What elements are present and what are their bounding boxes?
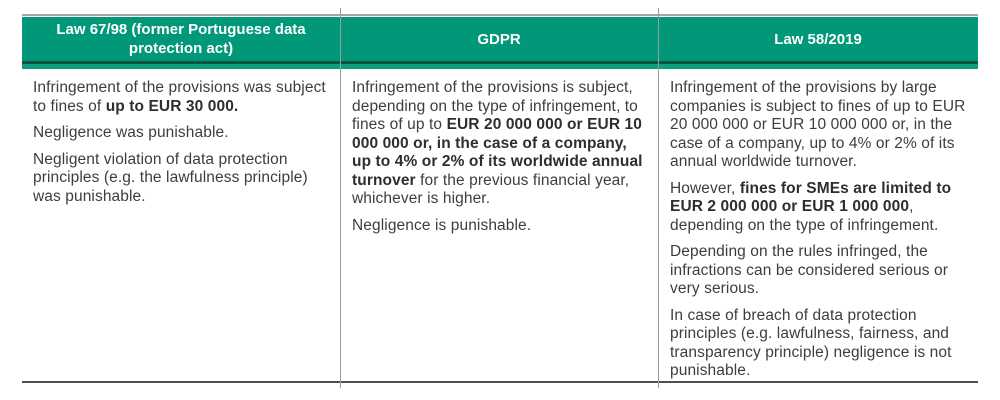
- column-header-law-58-2019: [658, 17, 978, 61]
- text-run: , depending on the type of infringement.: [670, 198, 939, 234]
- paragraph: [352, 217, 645, 236]
- column-header-label: Law 67/98 (former Portuguese data protection act): [56, 21, 306, 57]
- column-body-law-67-98: [33, 79, 329, 214]
- column-header-label: GDPR: [477, 30, 521, 48]
- column-header-law-67-98: [22, 17, 340, 61]
- column-header-gdpr: [340, 17, 658, 61]
- text-run: for the previous financial year, whichever is higher.: [352, 171, 630, 207]
- paragraph: [352, 79, 645, 209]
- paragraph: [670, 79, 969, 172]
- paragraph: [670, 180, 969, 236]
- text-run: Infringement of the provisions was subject to fines of: [33, 79, 326, 115]
- paragraph: [33, 151, 329, 207]
- column-header-label: Law 58/2019: [774, 30, 862, 48]
- paragraph: [33, 79, 329, 116]
- column-body-law-58-2019: [670, 79, 969, 389]
- bold-text-run: up to EUR 30 000.: [105, 97, 239, 115]
- table-top-border: [22, 14, 978, 16]
- paragraph: [670, 243, 969, 299]
- bold-text-run: EUR 20 000 000 or EUR 10 000 000 or, in the case of a company, up to 4% or 2% of its worldwide annual turnover: [352, 116, 643, 189]
- text-run: Infringement of the provisions by large companies is subject to fines of up to EUR 20 000 000 or EUR 10 000 000 or, in the case of a company, up to 4% or 2% of its annual worldwide turnover.: [670, 79, 966, 170]
- table-header-row: [22, 17, 978, 61]
- text-run: However,: [670, 179, 740, 197]
- text-run: Infringement of the provisions is subject, depending on the type of infringement, to fines of up to: [352, 79, 638, 133]
- bold-text-run: fines for SMEs are limited to EUR 2 000 000 or EUR 1 000 000: [670, 179, 952, 215]
- table-bottom-border: [22, 381, 978, 383]
- paragraph: [670, 307, 969, 381]
- text-run: Negligence is punishable.: [352, 216, 532, 234]
- paragraph: [33, 124, 329, 143]
- header-bottom-light-strip: [22, 64, 978, 69]
- column-divider-1: [340, 8, 341, 388]
- text-run: Depending on the rules infringed, the infractions can be considered serious or very serious.: [670, 243, 948, 297]
- column-divider-2: [658, 8, 659, 388]
- text-run: Negligence was punishable.: [33, 124, 229, 141]
- column-body-gdpr: [352, 79, 645, 243]
- text-run: Negligent violation of data protection principles (e.g. the lawfulness principle) was punishable.: [33, 150, 308, 205]
- text-run: In case of breach of data protection principles (e.g. lawfulness, fairness, and transparency principle) negligence is not punishable.: [670, 306, 952, 379]
